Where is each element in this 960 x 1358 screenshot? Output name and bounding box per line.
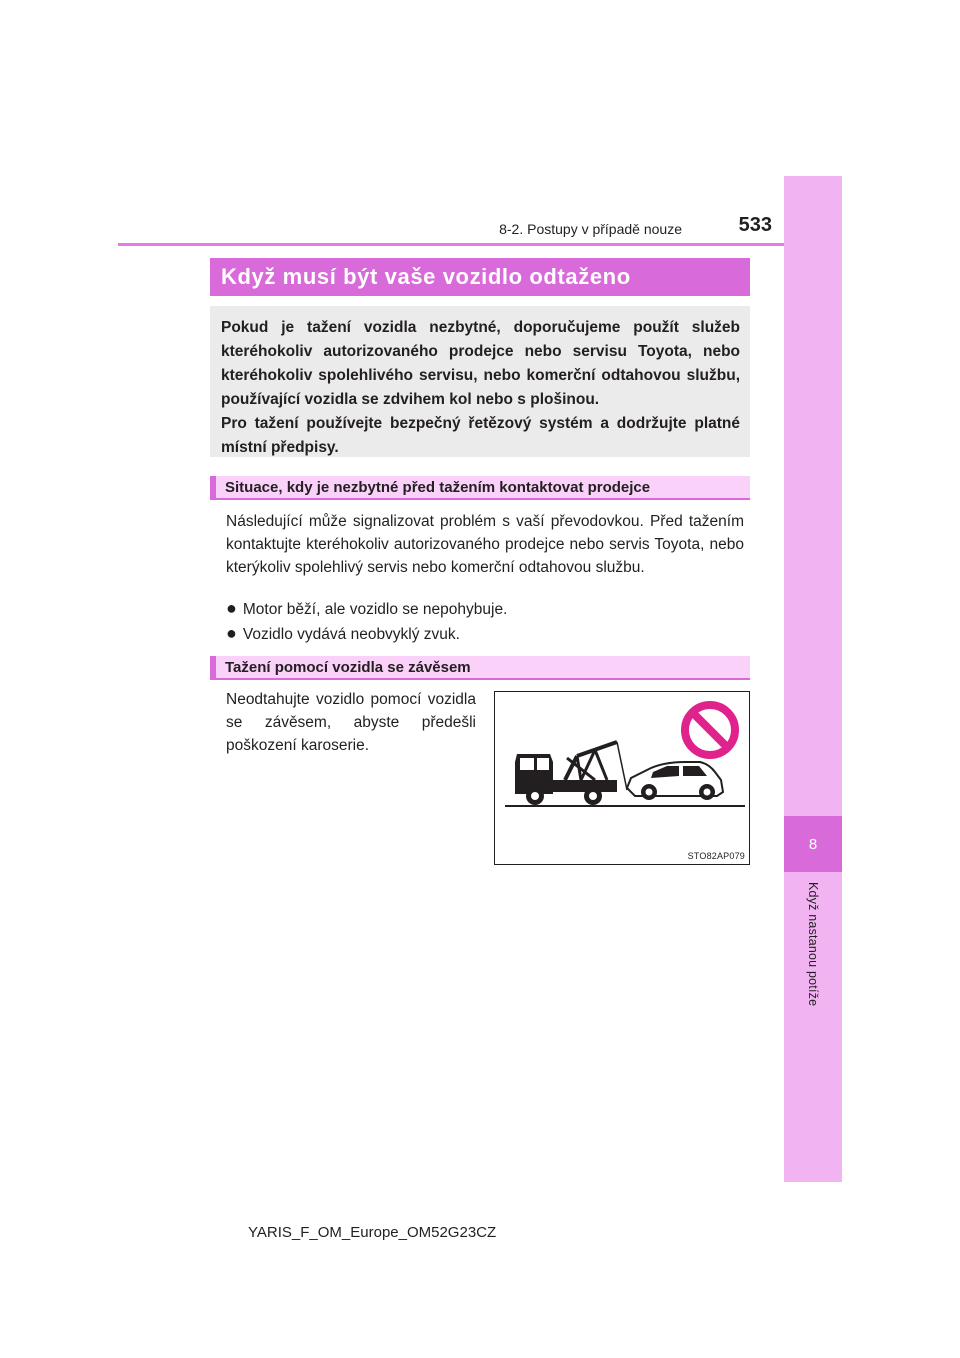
section-heading-text: Tažení pomocí vozidla se závěsem [225, 658, 471, 676]
intro-paragraph-2: Pro tažení používejte bezpečný řetězový systém a dodržujte platné místní předpisy. [221, 415, 740, 456]
figure-code: STO82AP079 [687, 851, 745, 861]
list-item-text: Motor běží, ale vozidlo se nepohybuje. [242, 601, 508, 618]
section-heading-dealer-contact [210, 476, 750, 500]
tow-truck-prohibited-icon [495, 692, 749, 864]
running-header-section: 8-2. Postupy v případě nouze [499, 221, 682, 237]
page-title [210, 258, 750, 296]
section-heading-text: Situace, kdy je nezbytné před tažením kontaktovat prodejce [225, 478, 651, 496]
bullet-icon: ● [226, 598, 237, 618]
intro-paragraph-1: Pokud je tažení vozidla nezbytné, doporučujeme použít služeb kteréhokoliv autorizovaného prodejce nebo servisu Toyota, nebo kteréhokoliv spolehlivého servisu, nebo komerční odtahovou službu, používající vozidla se zdvihem kol nebo s plošinou. [221, 319, 740, 408]
page-title-text: Když musí být vaše vozidlo odtaženo [221, 264, 631, 289]
list-item-text: Vozidlo vydává neobvyklý zvuk. [242, 626, 460, 643]
section-paragraph-dealer-contact: Následující může signalizovat problém s vaší převodovkou. Před tažením kontaktujte kteréhokoliv autorizovaného prodejce nebo servis Toyota, nebo kterýkoliv spolehlivý servis nebo komerční odtahovou službu. [226, 513, 744, 576]
document-id: YARIS_F_OM_Europe_OM52G23CZ [248, 1224, 497, 1241]
chapter-number-tab [784, 816, 842, 872]
list-item [226, 597, 507, 621]
header-divider [118, 243, 784, 246]
chapter-number: 8 [808, 835, 818, 853]
section-heading-sling-tow [210, 656, 750, 680]
chapter-title-tab [784, 882, 842, 1032]
page-number: 533 [738, 214, 772, 236]
section-paragraph-sling-tow: Neodtahujte vozidlo pomocí vozidla se závěsem, abyste předešli poškození karoserie. [226, 691, 476, 754]
tow-truck-illustration [494, 691, 750, 865]
bullet-icon: ● [226, 623, 237, 643]
chapter-title: Když nastanou potíže [806, 882, 820, 1007]
prohibition-icon [685, 705, 735, 755]
list-item [226, 622, 460, 646]
intro-box [210, 306, 750, 457]
